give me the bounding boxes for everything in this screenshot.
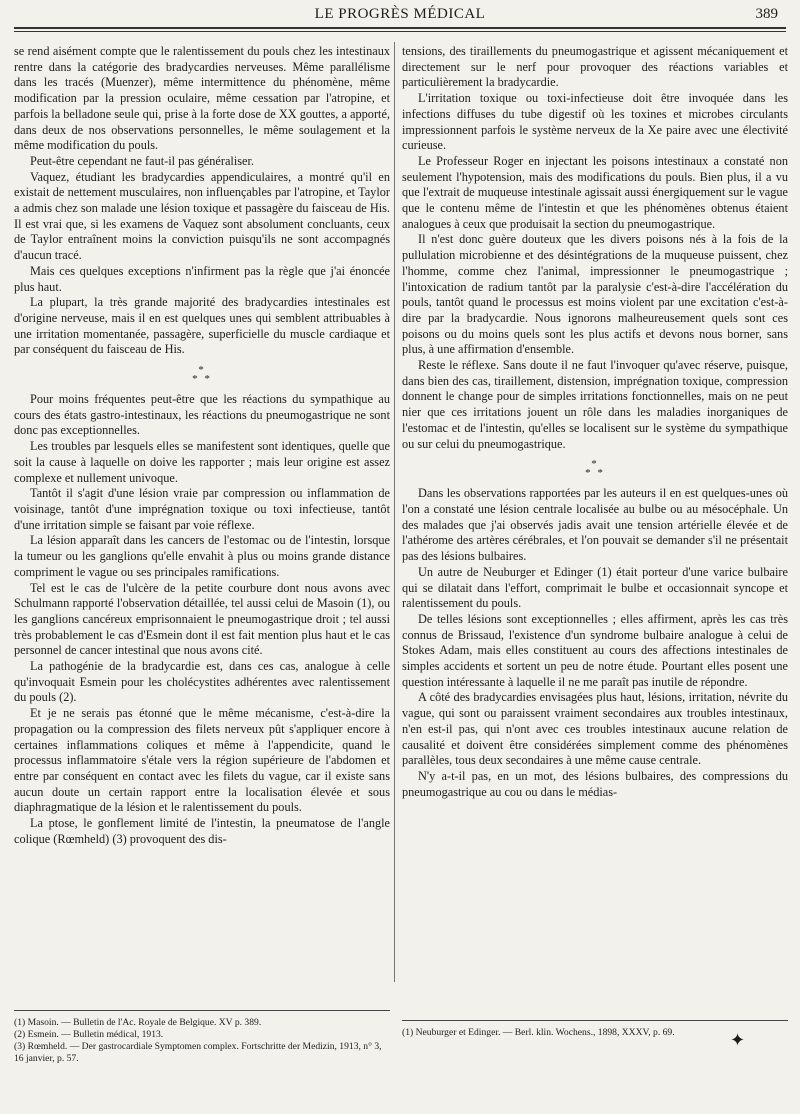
paragraph: La plupart, la très grande majorité des bradycardies intestinales est d'origine nerveuse, mais il en est quelques unes qui semblent attribuables à une irritation momentanée, passagère, superficielle du muscle cardiaque et par conséquent du faisceau de His. [14, 295, 390, 357]
footnote: (1) Neuburger et Edinger. — Berl. klin. Wochens., 1898, XXXV, p. 69. [402, 1027, 675, 1038]
ornament-icon: ✦ [730, 1030, 746, 1050]
paragraph: Il n'est donc guère douteux que les divers poisons nés à la fois de la pullulation microbienne et des désintégrations de la muqueuse puissent, chez l'homme, comme chez l'animal, impressionner le pneumogastrique ; l'intoxication de radium tantôt par la paralysie c'est-à-dire l'accélération du pouls, tantôt quand le processus est moins violent par une excitation c'est-à-dire par la bradycardie. Nous ignorons malheureusement quels sont ces poisons ou du moins quels sont les plus actifs et devons nous borner, sans plus, à une affirmation d'ensemble. [402, 232, 788, 357]
header-rule-thin [14, 31, 786, 32]
page-header [0, 0, 800, 34]
paragraph: Et je ne serais pas étonné que le même mécanisme, c'est-à-dire la propagation ou la compression des filets nerveux pût s'appliquer encore à certaines inflammations coliques et même à l'appendicite, quand le processus inflammatoire s'étale vers la région supérieure de l'abdomen et entre par conséquent en contact avec les filets du vague, car il existe sans aucun doute un certain rapport entre la localisation élevée et sous diaphragmatique de la lésion et le ralentissement du pouls. [14, 706, 390, 815]
paragraph: Le Professeur Roger en injectant les poisons intestinaux a constaté non seulement l'hypotension, mais des modifications du pouls. Bien plus, il a vu que l'extrait de muqueuse intestinale agissait aussi énergiquement sur le vague que le contenu même de l'intestin et que les phénomènes obtenus étaient analogues à ceux que produisait la section du pneumogastrique. [402, 153, 788, 231]
paragraph: Vaquez, étudiant les bradycardies appendiculaires, a montré qu'il en existait de nettement musculaires, non influençables par l'atropine, et Taylor a admis chez son malade une lésion toxique et passagère du faisceau de His. Il est vrai que, si les examens de Vaquez sont absolument concluants, ceux de Taylor entraînent moins la conviction puisqu'ils ne sont accompagnés d'aucun tracé. [14, 169, 390, 263]
paragraph: N'y a-t-il pas, en un mot, des lésions bulbaires, des compressions du pneumogastrique au cou ou dans le médias- [402, 768, 788, 799]
paragraph: Les troubles par lesquels elles se manifestent sont identiques, quelle que soit la cause à laquelle on doive les rapporter ; mais leur origine est assez complexe et nullement univoque. [14, 439, 390, 485]
left-column [14, 44, 390, 847]
paragraph: La lésion apparaît dans les cancers de l'estomac ou de l'intestin, lorsque la tumeur ou les ganglions qu'elle envahit à plus ou moins grande distance compriment le vague ou ses principales ramifications. [14, 533, 390, 579]
footnotes-left [14, 1010, 390, 1065]
header-rule [14, 27, 786, 29]
section-separator-icon: * * * [585, 458, 605, 480]
paragraph: tensions, des tiraillements du pneumogastrique et agissent mécaniquement et directement sur le nerf pour provoquer des réactions variables et particulièrement la bradycardie. [402, 44, 788, 90]
footnote: (3) Rœmheld. — Der gastrocardiale Symptomen complex. Fortschritte der Medizin, 1913, n° 3, 16 janvier, p. 57. [14, 1041, 382, 1064]
paragraph: se rend aisément compte que le ralentissement du pouls chez les intestinaux rentre dans la catégorie des bradycardies nerveuses. Même parallélisme dans les tracés (Muenzer), même intermittence du phénomène, même modification par la pression oculaire, même cessation par l'atropine, et parfois la belladone seule qui, prise à la forte dose de XX gouttes, a apporté, dans deux de nos observations personnelles, le même soulagement et la même modification du pouls. [14, 44, 390, 153]
paragraph: A côté des bradycardies envisagées plus haut, lésions, irritation, névrite du vague, qui sont ou paraissent vraiment secondaires aux troubles intestinaux, n'en est-il pas, qui n'ont avec ces troubles intestinaux aucune relation de causalité et doivent être considérées simplement comme des phénomènes parallèles, tous deux secondaires à une même cause centrale. [402, 690, 788, 768]
paragraph: Peut-être cependant ne faut-il pas généraliser. [30, 153, 254, 168]
right-column [402, 44, 788, 800]
paragraph: Pour moins fréquentes peut-être que les réactions du sympathique au cours des états gastro-intestinaux, les réactions du pneumogastrique ne sont donc pas exceptionnelles. [14, 392, 390, 438]
footnote-rule [402, 1020, 788, 1021]
paragraph: La ptose, le gonflement limité de l'intestin, la pneumatose de l'angle colique (Rœmheld) (3) provoquent des dis- [14, 816, 390, 846]
paragraph: Tantôt il s'agit d'une lésion vraie par compression ou inflammation de voisinage, tantôt d'une imprégnation toxique ou toxi infectieuse, tantôt d'une irritation simple se faisant par voie réflexe. [14, 486, 390, 532]
footnote: (1) Masoin. — Bulletin de l'Ac. Royale de Belgique. XV p. 389. [14, 1017, 262, 1028]
paragraph: L'irritation toxique ou toxi-infectieuse doit être invoquée dans les infections diffuses du tube digestif où les toxines et microbes circulants impressionnent parfois le système nerveux de la Xe paire avec une électivité curieuse. [402, 91, 788, 153]
paragraph: Reste le réflexe. Sans doute il ne faut l'invoquer qu'avec réserve, puisque, dans bien des cas, tiraillement, distension, imprégnation toxique, compression donnent le change pour de simples irritations fonctionnelles, mais on ne peut nier que ces irritations jouent un rôle dans les maladies inorganiques de l'estomac et de l'intestin, qu'elles se localisent sur le système du sympathique ou sur celui du pneumogastrique. [402, 358, 788, 451]
paragraph: De telles lésions sont exceptionnelles ; elles affirment, après les cas très connus de Brissaud, l'existence d'un syndrome bulbaire analogue à celui de Stokes Adam, mais elles constituent au cours des affections intestinales de simples accidents et sortent un peu de notre étude. Pourtant elles posent une question intéressante à laquelle il ne me paraît pas inutile de répondre. [402, 611, 788, 689]
paragraph: Tel est le cas de l'ulcère de la petite courbure dont nous avons avec Schulmann rapporté l'observation détaillée, tel aussi celui de Masoin (1), ou les ganglions cancéreux emprisonnaient le pneumogastrique droit ; tel aussi très probablement le cas d'Esmein dont il est fait mention plus haut et le cas personnel de cancer intestinal que nous avons cité. [14, 580, 390, 658]
paragraph: Mais ces quelques exceptions n'infirment pas la règle que j'ai énoncée plus haut. [14, 263, 390, 294]
paragraph: Dans les observations rapportées par les auteurs il en est quelques-unes où l'on a constaté une lésion centrale localisée au bulbe ou au mésocéphale. Un des malades que j'ai observés jadis avait une tension artérielle élevée et de l'athérome des artères cérébrales, et l'on pouvait se demander s'il ne présentait pas des lésions bulbaires. [402, 486, 788, 564]
footnote: (2) Esmein. — Bulletin médical, 1913. [14, 1029, 164, 1040]
paragraph: La pathogénie de la bradycardie est, dans ces cas, analogue à celle qu'invoquait Esmein pour les cholécystites adhérentes avec ralentissement du pouls (2). [14, 659, 390, 705]
journal-title: LE PROGRÈS MÉDICAL [314, 6, 486, 22]
paragraph: Un autre de Neuburger et Edinger (1) était porteur d'une varice bulbaire qui se dilatait dans l'effort, comprimait le bulbe et occasionnait syncope et ralentissement du pouls. [402, 564, 788, 611]
page-number: 389 [755, 6, 778, 22]
footnote-rule [14, 1010, 390, 1011]
column-divider [394, 42, 395, 982]
section-separator-icon: * * * [192, 364, 212, 386]
